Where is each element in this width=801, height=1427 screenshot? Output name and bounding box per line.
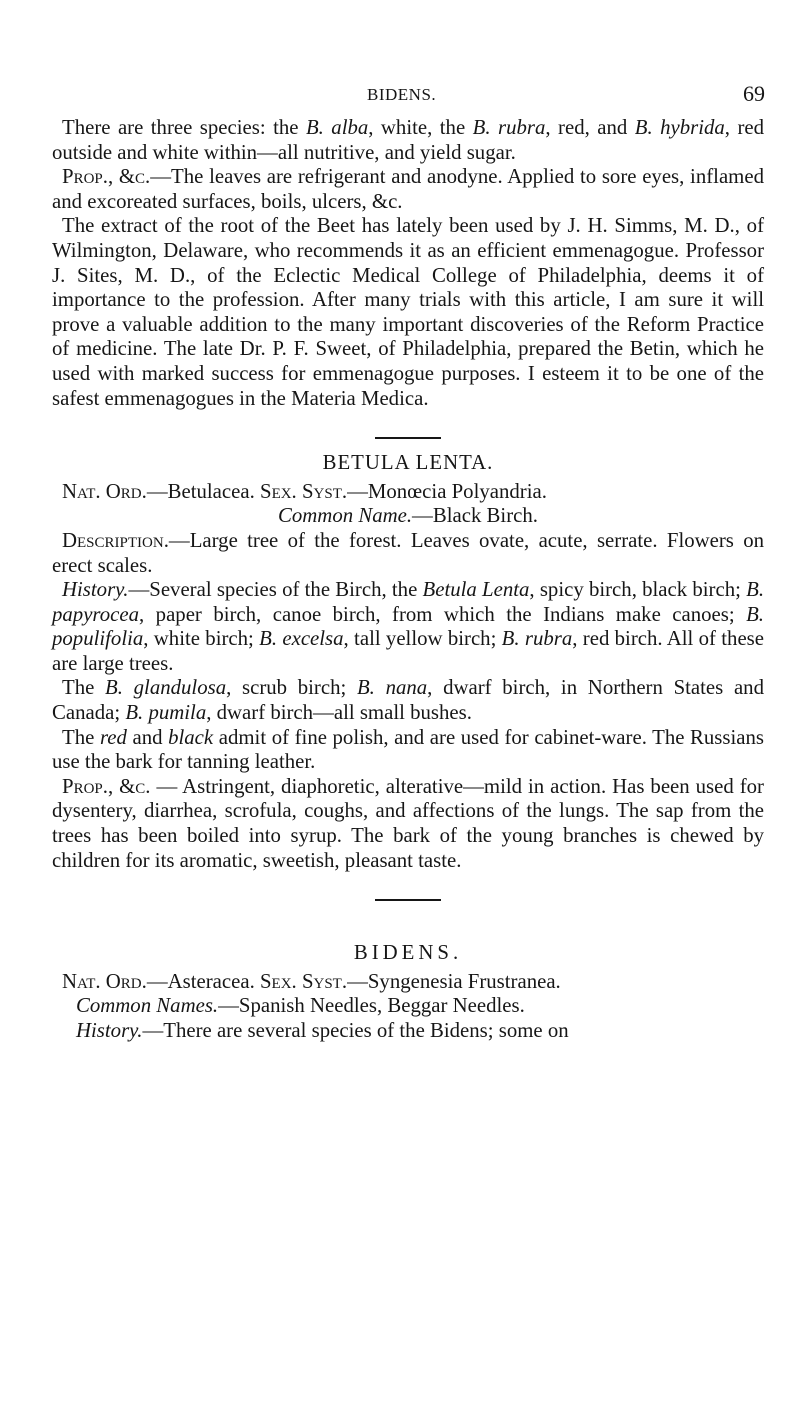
running-title: BIDENS. <box>367 85 437 104</box>
page-number: 69 <box>743 81 765 106</box>
bidens-history: History.—There are several species of the Bidens; some on <box>76 1019 569 1042</box>
running-head <box>0 81 801 109</box>
betula-bushes: The B. glandulosa, scrub birch; B. nana, dwarf birch, in Northern States and Canada; B. pumila, dwarf birch—all small bushes. <box>52 676 764 725</box>
betula-description: Description.—Large tree of the forest. Leaves ovate, acute, serrate. Flowers on erect scales. <box>52 528 764 577</box>
betula-nat-ord: Nat. Ord.—Betulacea. Sex. Syst.—Monœcia Polyandria. <box>62 479 547 503</box>
species-paragraph: There are three species: the B. alba, white, the B. rubra, red, and B. hybrida, red outside and white within—all nutritive, and yield sugar. <box>52 116 765 164</box>
section-divider <box>375 437 441 439</box>
betula-history: History.—Several species of the Birch, the Betula Lenta, spicy birch, black birch; B. papyrocea, paper birch, canoe birch, from which the Indians make canoes; B. populifolia, white birch; B. excelsa, tall yellow birch; B. rubra, red birch. All of these are large trees. <box>52 578 765 675</box>
bidens-nat-ord: Nat. Ord.—Asteracea. Sex. Syst.—Syngenesia Frustranea. <box>62 969 561 993</box>
section-divider-2 <box>375 899 441 901</box>
bidens-common-names: Common Names.—Spanish Needles, Beggar Needles. <box>76 994 525 1018</box>
prop-label: Prop., &c. <box>62 165 151 189</box>
betula-uses: The red and black admit of fine polish, and are used for cabinet-ware. The Russians use the bark for tanning leather. <box>52 725 764 774</box>
page-body <box>52 116 764 1044</box>
section-title-bidens: BIDENS. <box>353 941 463 965</box>
betula-common-name: Common Name.—Black Birch. <box>278 504 538 528</box>
beet-extract-paragraph: The extract of the root of the Beet has lately been used by J. H. Simms, M. D., of Wilmington, Delaware, who recommends it as an efficient emmenagogue. Professor J. Sites, M. D., of the Eclectic Medical College of Philadelphia, deems it of importance to the profession. After many trials with this article, I am sure it will prove a valuable addition to the many important discoveries of the Reform Practice of medicine. The late Dr. P. F. Sweet, of Philadelphia, prepared the Betin, which he used with marked success for emmenagogue purposes. I esteem it to be one of the safest emmenagogues in the Materia Medica. <box>52 214 764 410</box>
betula-properties: Prop., &c. — Astringent, diaphoretic, alterative—mild in action. Has been used for dysentery, diarrhea, scrofula, coughs, and affections of the lungs. The sap from the trees has been boiled into syrup. The bark of the young branches is chewed by children for its aromatic, sweetish, pleasant taste. <box>52 774 764 872</box>
section-title-betula-lenta: BETULA LENTA. <box>322 451 494 475</box>
beet-properties-paragraph: Prop., &c.—The leaves are refrigerant and anodyne. Applied to sore eyes, inflamed and excoreated surfaces, boils, ulcers, &c. <box>52 165 764 213</box>
